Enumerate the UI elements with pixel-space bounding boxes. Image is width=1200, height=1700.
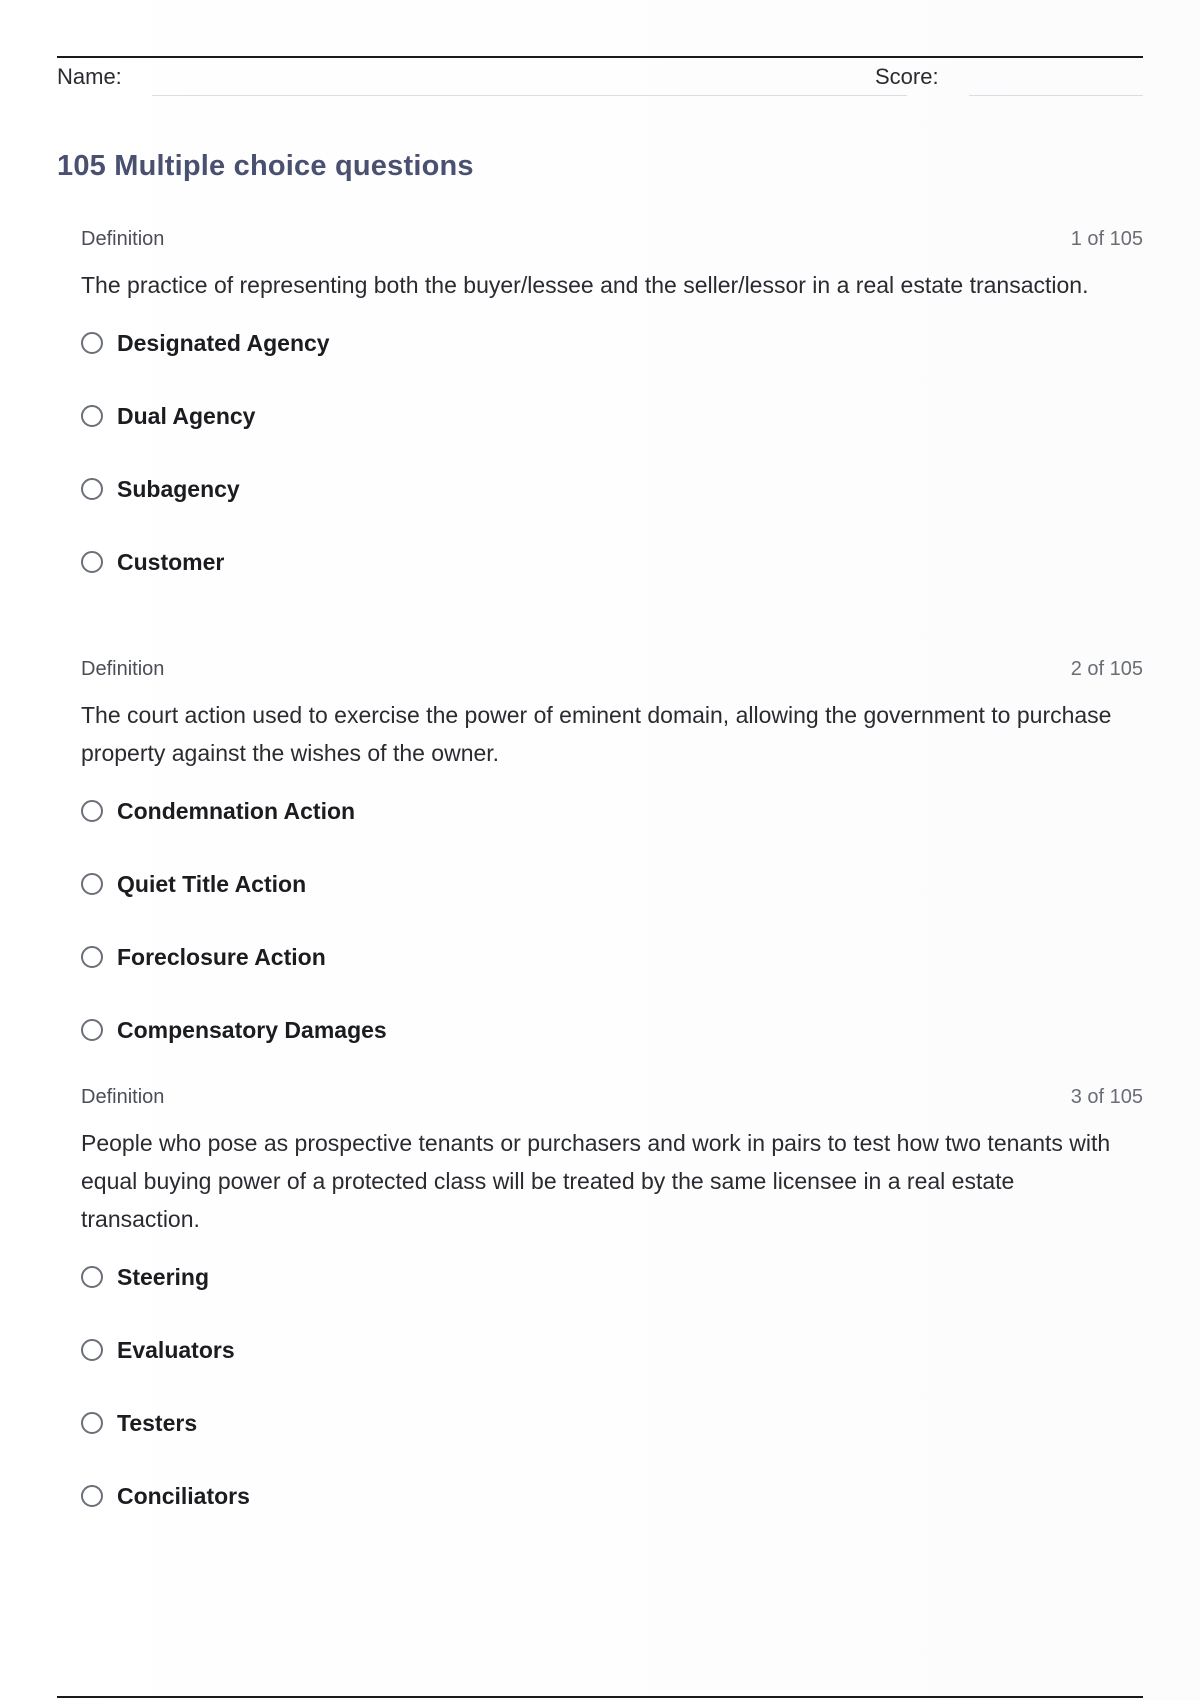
question-1	[81, 228, 1143, 615]
question-type: Definition	[81, 1086, 165, 1108]
radio-button-icon[interactable]	[81, 478, 103, 500]
answer-option[interactable]	[81, 323, 1143, 363]
answer-label: Evaluators	[117, 1336, 235, 1363]
answer-option[interactable]	[81, 1257, 1143, 1297]
question-meta	[81, 1086, 1143, 1114]
question-prompt: The practice of representing both the buyer/lessee and the seller/lessor in a real estate transaction.	[81, 272, 1089, 298]
answer-option[interactable]	[81, 542, 1143, 582]
answer-label: Quiet Title Action	[117, 870, 307, 897]
question-prompt: People who pose as prospective tenants or purchasers and work in pairs to test how two tenants with equal buying power of a protected class will be treated by the same licensee in a real estate transaction.	[81, 1130, 1111, 1232]
answer-label: Condemnation Action	[117, 797, 356, 824]
radio-button-icon[interactable]	[81, 1339, 103, 1361]
radio-button-icon[interactable]	[81, 1019, 103, 1041]
bottom-divider	[57, 1696, 1143, 1698]
radio-button-icon[interactable]	[81, 873, 103, 895]
radio-button-icon[interactable]	[81, 1412, 103, 1434]
answer-option[interactable]	[81, 469, 1143, 509]
answer-label: Subagency	[117, 475, 240, 502]
answer-options	[81, 323, 1143, 582]
answer-label: Conciliators	[117, 1482, 250, 1509]
answer-option[interactable]	[81, 1330, 1143, 1370]
question-meta	[81, 228, 1143, 256]
answer-options	[81, 791, 1143, 1050]
radio-button-icon[interactable]	[81, 551, 103, 573]
answer-label: Dual Agency	[117, 402, 256, 429]
header-row	[57, 64, 1143, 98]
answer-options	[81, 1257, 1143, 1516]
radio-button-icon[interactable]	[81, 800, 103, 822]
answer-option[interactable]	[81, 937, 1143, 977]
question-meta	[81, 658, 1143, 686]
answer-option[interactable]	[81, 1010, 1143, 1050]
radio-button-icon[interactable]	[81, 405, 103, 427]
answer-option[interactable]	[81, 1403, 1143, 1443]
answer-label: Compensatory Damages	[117, 1016, 387, 1043]
question-type: Definition	[81, 228, 165, 250]
answer-label: Foreclosure Action	[117, 943, 326, 970]
question-2	[81, 658, 1143, 1083]
radio-button-icon[interactable]	[81, 1266, 103, 1288]
question-3	[81, 1086, 1143, 1549]
name-label: Name:	[57, 64, 122, 89]
answer-label: Designated Agency	[117, 329, 330, 356]
name-field-line[interactable]	[152, 95, 907, 96]
answer-option[interactable]	[81, 864, 1143, 904]
question-counter: 3 of 105	[1070, 1086, 1143, 1108]
answer-label: Customer	[117, 548, 225, 575]
top-divider	[57, 56, 1143, 58]
answer-option[interactable]	[81, 396, 1143, 436]
question-counter: 1 of 105	[1070, 228, 1143, 250]
answer-label: Steering	[117, 1263, 210, 1290]
answer-option[interactable]	[81, 791, 1143, 831]
radio-button-icon[interactable]	[81, 1485, 103, 1507]
question-counter: 2 of 105	[1070, 658, 1143, 680]
question-prompt: The court action used to exercise the power of eminent domain, allowing the government to purchase property against the wishes of the owner.	[81, 702, 1112, 766]
score-field-line[interactable]	[969, 95, 1143, 96]
radio-button-icon[interactable]	[81, 332, 103, 354]
radio-button-icon[interactable]	[81, 946, 103, 968]
answer-label: Testers	[117, 1409, 198, 1436]
question-type: Definition	[81, 658, 165, 680]
section-title: 105 Multiple choice questions	[57, 150, 474, 182]
score-label: Score:	[875, 64, 939, 89]
answer-option[interactable]	[81, 1476, 1143, 1516]
